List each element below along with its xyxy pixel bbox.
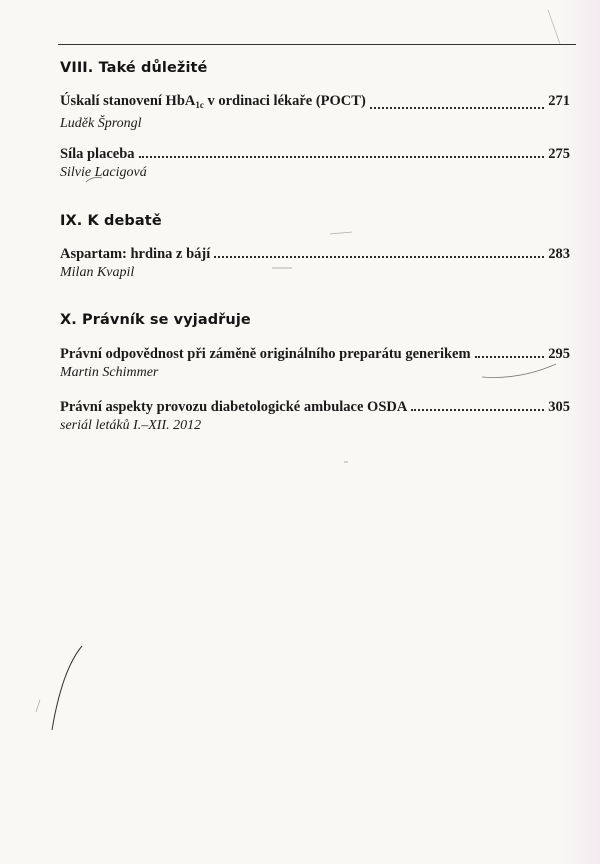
section-heading-ix: IX. K debatě bbox=[60, 213, 162, 229]
entry-page-number: 275 bbox=[548, 146, 570, 162]
entry-page-number: 295 bbox=[548, 346, 570, 362]
entry-title: Síla placeba bbox=[60, 146, 135, 162]
entry-author: Silvie Lacigová bbox=[60, 165, 147, 180]
entry-title: Právní aspekty provozu diabetologické ambulace OSDA bbox=[60, 399, 408, 415]
entry-page-number: 283 bbox=[548, 246, 570, 262]
entry-title: Právní odpovědnost při záměně originálního preparátu generikem bbox=[60, 346, 471, 362]
entry-title: Aspartam: hrdina z bájí bbox=[60, 246, 211, 262]
section-heading-x: X. Právník se vyjadřuje bbox=[60, 312, 251, 328]
entry-title: Úskalí stanovení HbA$_{1c}$ v ordinaci lékaře (POCT) bbox=[60, 93, 366, 110]
entry-author: Martin Schimmer bbox=[60, 365, 159, 380]
entry-author: Luděk Šprongl bbox=[60, 116, 142, 131]
entry-page-number: 305 bbox=[548, 399, 570, 415]
entry-page-number: 271 bbox=[548, 93, 570, 109]
entry-author: seriál letáků I.–XII. 2012 bbox=[60, 418, 202, 433]
section-heading-viii: VIII. Také důležité bbox=[60, 60, 208, 76]
entry-author: Milan Kvapil bbox=[60, 265, 135, 280]
